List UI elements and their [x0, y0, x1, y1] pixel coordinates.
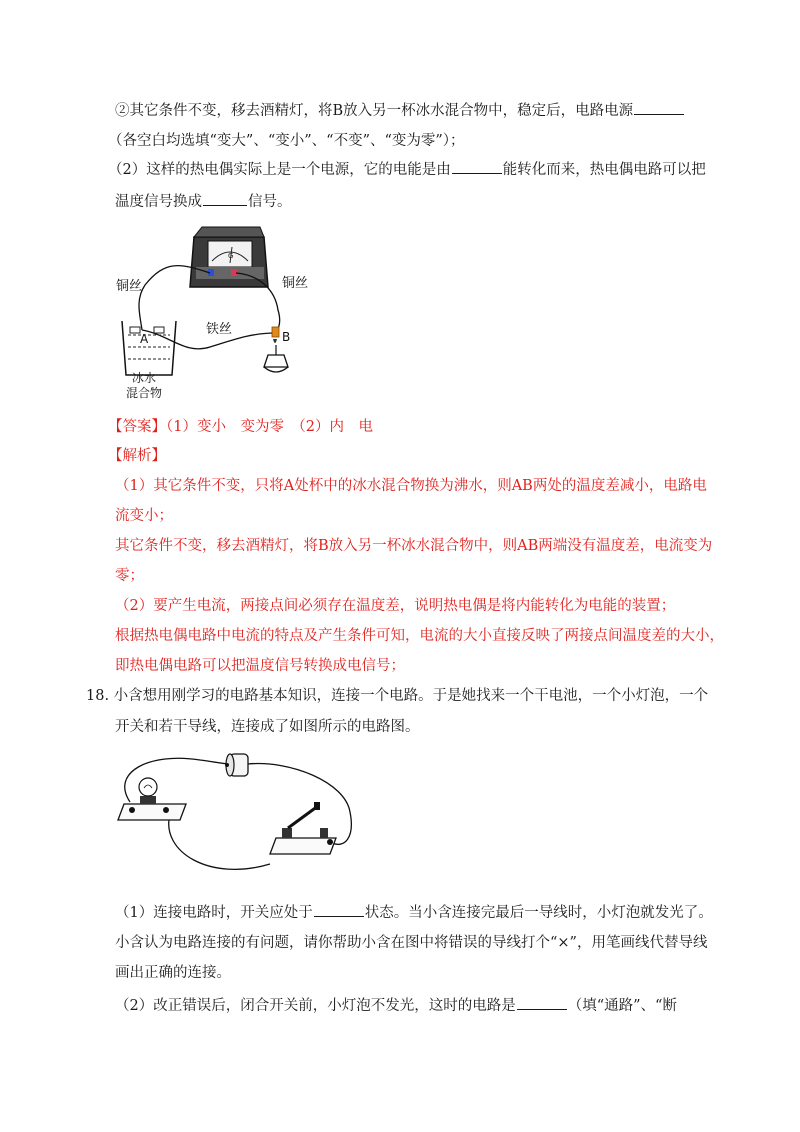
subquestion-line	[115, 902, 713, 923]
circuit-figure	[110, 742, 370, 882]
ice-water-label-2: 混合物	[126, 386, 163, 400]
knife-switch	[270, 802, 336, 854]
copper-right-label: 铜丝	[282, 276, 309, 291]
question-text: 小含想用刚学习的电路基本知识，连接一个电路。于是她找来一个干电池，一个小灯泡，一个	[113, 688, 709, 704]
beaker	[122, 321, 176, 375]
point-a-label: A	[140, 332, 149, 346]
subquestion-line	[115, 995, 677, 1016]
text-span: 温度信号换成	[115, 194, 202, 210]
question-number: 18.	[86, 688, 110, 704]
text-span: ②其它条件不变，移去酒精灯，将B放入另一杯冰水混合物中，稳定后，电路电源	[115, 103, 634, 119]
question-18-line	[86, 686, 708, 706]
text-line: （各空白均选填“变大”、“变小”、“不变”、“变为零”）；	[108, 133, 465, 149]
answer-blank	[203, 191, 247, 206]
text-span: 状态。当小含连接完最后一导线时，小灯泡就发光了。	[364, 905, 713, 921]
text-span: （填“通路”、“断	[567, 998, 677, 1014]
analysis-line: 零；	[115, 568, 144, 584]
subquestion-line: 小含认为电路连接的有问题，请你帮助小含在图中将错误的导线打个“×”，用笔画线代替导线	[115, 935, 708, 951]
answer-blank	[517, 995, 567, 1010]
copper-left-label: 铜丝	[116, 279, 143, 294]
text-span: 信号。	[248, 194, 292, 210]
analysis-tag: 【解析】	[108, 448, 166, 464]
text-span: （2）改正错误后，闭合开关前，小灯泡不发光，这时的电路是	[115, 998, 516, 1014]
analysis-line: （2）要产生电流，两接点间必须存在温度差，说明热电偶是将内能转化为电能的装置；	[115, 598, 676, 614]
battery	[225, 754, 248, 776]
thermocouple-figure	[110, 215, 330, 405]
circuit-wire	[125, 758, 230, 802]
ice-water-label-1: 冰水	[132, 371, 157, 385]
analysis-line: 流变小；	[115, 508, 173, 524]
text-span: （1）连接电路时，开关应处于	[115, 905, 313, 921]
question-18-line: 开关和若干导线，连接成了如图所示的电路图。	[115, 719, 420, 735]
answer-blank	[634, 100, 684, 115]
analysis-line: 根据热电偶电路中电流的特点及产生条件可知，电流的大小直接反映了两接点间温度差的大小，	[115, 628, 724, 644]
point-b-label: B	[282, 330, 291, 344]
answer-tag: 【答案】	[108, 419, 166, 435]
meter-g-label: G	[228, 252, 234, 260]
text-line	[108, 159, 706, 180]
text-line	[115, 100, 685, 121]
text-span: 能转化而来，热电偶电路可以把	[502, 162, 706, 178]
iron-label: 铁丝	[206, 322, 233, 337]
text-span: （2）这样的热电偶实际上是一个电源，它的电能是由	[108, 162, 451, 178]
answer-content: （1）变小 变为零 （2）内 电	[166, 419, 373, 435]
analysis-line: 其它条件不变，移去酒精灯，将B放入另一杯冰水混合物中，则AB两端没有温度差，电流变为	[115, 538, 713, 554]
answer-blank	[314, 902, 364, 917]
answer-line	[108, 417, 373, 437]
analysis-line: 即热电偶电路可以把温度信号转换成电信号；	[115, 658, 405, 674]
circuit-wire	[169, 814, 270, 869]
subquestion-line: 画出正确的连接。	[115, 965, 231, 981]
analysis-line: （1）其它条件不变，只将A处杯中的冰水混合物换为沸水，则AB两处的温度差减小，电路电	[115, 478, 707, 494]
circuit-wire	[248, 764, 351, 845]
text-line	[115, 191, 292, 212]
answer-blank	[452, 159, 502, 174]
